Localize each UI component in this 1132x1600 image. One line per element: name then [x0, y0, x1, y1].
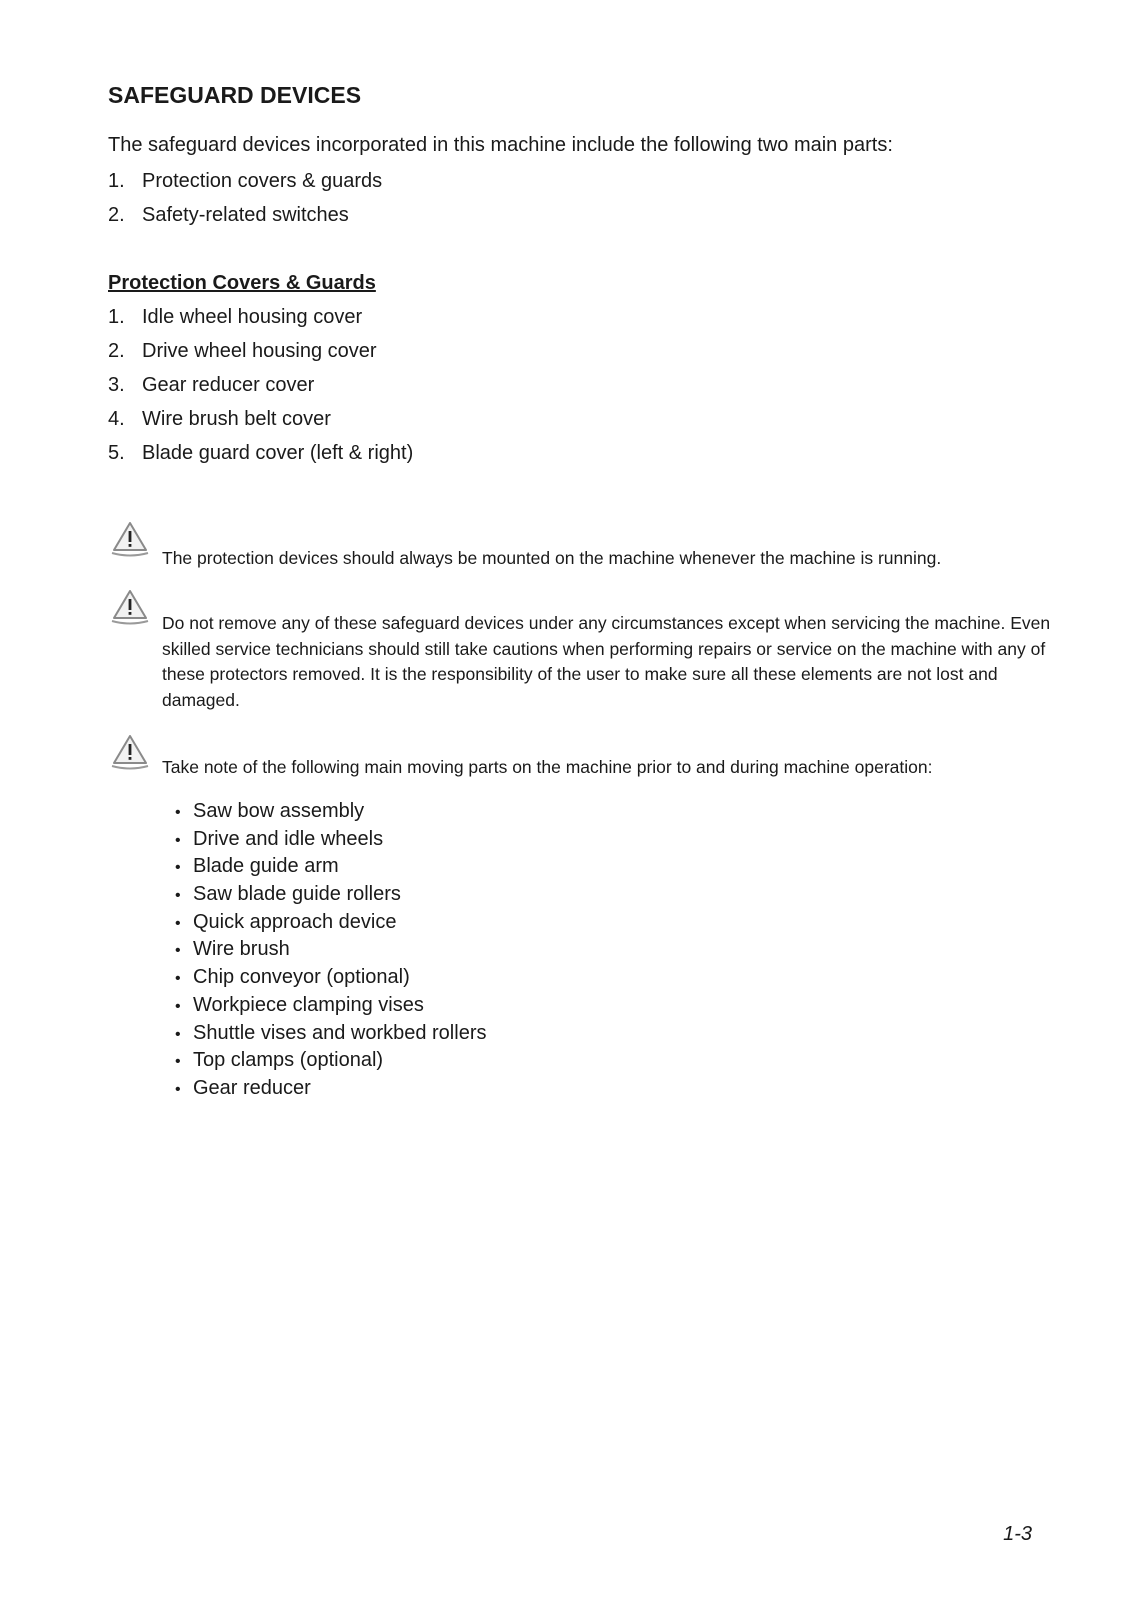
list-item	[175, 910, 486, 938]
item-text: Quick approach device	[193, 910, 397, 933]
page-title: SAFEGUARD DEVICES	[108, 82, 362, 108]
bullet: •	[175, 859, 181, 877]
item-text: Top clamps (optional)	[193, 1049, 384, 1072]
list-item	[108, 306, 413, 340]
bullet: •	[175, 1053, 181, 1071]
list-item	[175, 882, 486, 910]
covers-heading: Protection Covers & Guards	[108, 272, 376, 294]
item-text: Shuttle vises and workbed rollers	[193, 1021, 487, 1044]
item-number: 3.	[108, 374, 125, 396]
bullet: •	[175, 997, 181, 1015]
item-text: Blade guard cover (left & right)	[142, 442, 414, 464]
item-number: 2.	[108, 204, 125, 226]
item-text: Idle wheel housing cover	[142, 306, 363, 328]
item-number: 4.	[108, 408, 125, 430]
warning-text: The protection devices should always be mounted on the machine whenever the machine is running.	[162, 548, 942, 568]
warning-icon	[110, 588, 150, 626]
item-text: Drive wheel housing cover	[142, 340, 377, 362]
list-item	[175, 965, 486, 993]
bullet: •	[175, 804, 181, 821]
list-item	[108, 170, 382, 204]
item-text: Wire brush	[193, 938, 290, 961]
bullet: •	[175, 831, 181, 849]
list-item	[175, 1048, 486, 1076]
list-item	[108, 374, 413, 408]
item-text: Gear reducer cover	[142, 374, 315, 396]
item-number: 2.	[108, 340, 125, 362]
item-text: Gear reducer	[193, 1076, 311, 1099]
bullet: •	[175, 970, 181, 988]
list-item	[108, 408, 413, 442]
item-text: Saw blade guide rollers	[193, 883, 401, 906]
item-number: 1.	[108, 306, 125, 328]
list-item	[108, 204, 382, 238]
item-text: Safety-related switches	[142, 204, 349, 226]
item-text: Drive and idle wheels	[193, 827, 384, 850]
list-item	[175, 993, 486, 1021]
list-item	[108, 340, 413, 374]
bullet: •	[175, 887, 181, 905]
bullet: •	[175, 1080, 181, 1098]
item-text: Workpiece clamping vises	[193, 993, 424, 1016]
list-item	[175, 1021, 486, 1049]
list-item	[175, 854, 486, 882]
item-number: 5.	[108, 442, 125, 464]
list-item	[175, 799, 486, 827]
warning-text: Do not remove any of these safeguard devices under any circumstances except when servicing the machine. Even skilled service technicians should still take cautions when performing repairs or service on the machine with any of these protectors removed. It is the responsibility of the user to make sure all these elements are not lost and damaged.	[162, 613, 1051, 710]
covers-list	[108, 306, 413, 476]
main-parts-list	[108, 170, 382, 238]
item-number: 1.	[108, 170, 125, 192]
item-text: Protection covers & guards	[142, 170, 383, 192]
moving-parts-list	[175, 799, 486, 1104]
bullet: •	[175, 942, 181, 960]
item-text: Saw bow assembly	[193, 800, 365, 822]
bullet: •	[175, 1025, 181, 1043]
list-item	[175, 827, 486, 855]
list-item	[175, 1076, 486, 1104]
list-item	[108, 442, 413, 476]
item-text: Blade guide arm	[193, 855, 339, 878]
list-item	[175, 937, 486, 965]
warning-text: Take note of the following main moving parts on the machine prior to and during machine operation:	[162, 757, 933, 777]
page-number: 1-3	[1003, 1523, 1032, 1545]
item-text: Chip conveyor (optional)	[193, 966, 410, 989]
warning-icon	[110, 733, 150, 771]
warning-icon	[110, 520, 150, 558]
bullet: •	[175, 914, 181, 932]
intro-paragraph: The safeguard devices incorporated in this machine include the following two main parts:	[108, 134, 893, 156]
item-text: Wire brush belt cover	[142, 408, 331, 430]
